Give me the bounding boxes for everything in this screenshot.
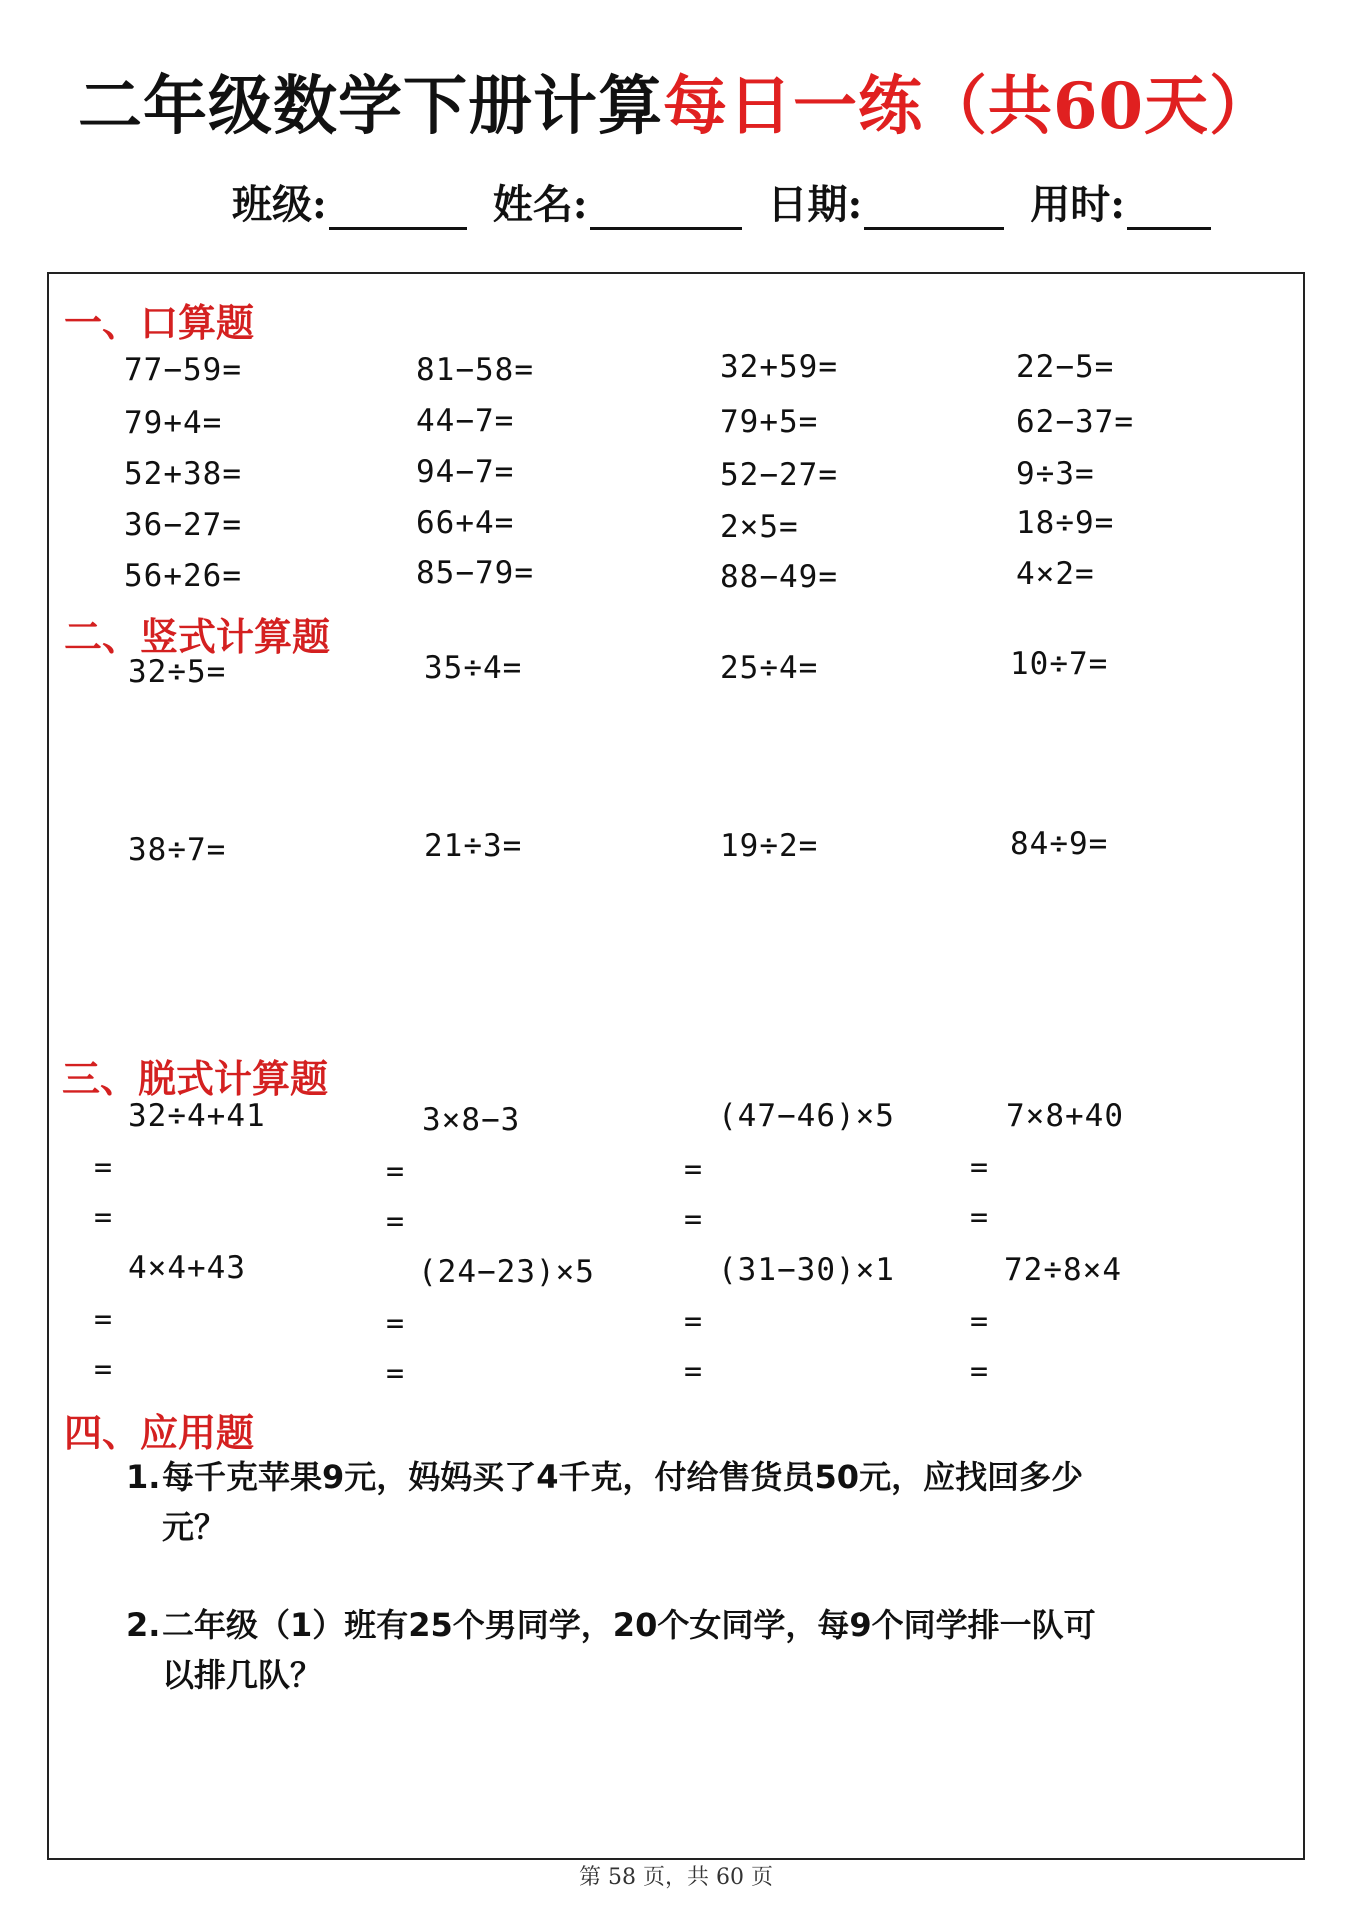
- title-red: 每日一练（共60天）: [662, 69, 1275, 144]
- answer-equals-sign: =: [684, 1202, 703, 1237]
- name-blank[interactable]: [590, 183, 742, 230]
- oral-item: 81−58=: [416, 352, 534, 388]
- answer-equals-sign: =: [970, 1304, 989, 1339]
- page-title: [0, 55, 1352, 147]
- oral-item: 77−59=: [124, 352, 242, 388]
- oral-item: 44−7=: [416, 403, 515, 439]
- answer-equals-sign: =: [94, 1150, 113, 1185]
- vertical-item: 19÷2=: [720, 828, 819, 864]
- page-footer: 第 58 页，共 60 页: [579, 1865, 773, 1890]
- date-field: [768, 173, 1019, 230]
- class-blank[interactable]: [329, 183, 467, 230]
- problem-number: 2.: [126, 1606, 161, 1644]
- problem-text-cont: 元？: [162, 1508, 227, 1546]
- answer-equals-sign: =: [970, 1200, 989, 1235]
- problem-number: 1.: [126, 1458, 161, 1496]
- time-blank[interactable]: [1127, 183, 1211, 230]
- oral-item: 79+4=: [124, 405, 223, 441]
- vertical-item: 25÷4=: [720, 650, 819, 686]
- section-title-oral: 一、口算题: [64, 300, 255, 345]
- answer-equals-sign: =: [94, 1302, 113, 1337]
- section-title-vertical: 二、竖式计算题: [64, 614, 331, 659]
- oral-item: 62−37=: [1016, 404, 1134, 440]
- oral-item: 9÷3=: [1016, 456, 1095, 492]
- date-blank[interactable]: [864, 183, 1004, 230]
- oral-item: 36−27=: [124, 507, 242, 543]
- answer-equals-sign: =: [94, 1200, 113, 1235]
- stepwise-item: 32÷4+41: [128, 1098, 266, 1134]
- vertical-item: 10÷7=: [1010, 646, 1109, 682]
- answer-equals-sign: =: [386, 1154, 405, 1189]
- word-problem: [126, 1600, 1236, 1700]
- answer-equals-sign: =: [386, 1356, 405, 1391]
- problem-text: 二年级（1）班有25个男同学，20个女同学，每9个同学排一队可: [162, 1606, 1096, 1644]
- stepwise-item: 72÷8×4: [1004, 1252, 1122, 1288]
- date-label: 日期:: [767, 181, 863, 228]
- class-label: 班级:: [232, 181, 327, 228]
- answer-equals-sign: =: [94, 1352, 113, 1387]
- oral-item: 32+59=: [720, 349, 838, 385]
- oral-item: 85−79=: [416, 555, 534, 591]
- oral-item: 56+26=: [124, 558, 242, 594]
- vertical-item: 84÷9=: [1010, 826, 1109, 862]
- oral-item: 2×5=: [720, 509, 799, 545]
- answer-equals-sign: =: [970, 1354, 989, 1389]
- vertical-item: 21÷3=: [424, 828, 523, 864]
- time-field: [1030, 173, 1225, 230]
- stepwise-item: 7×8+40: [1006, 1098, 1124, 1134]
- name-field: [493, 173, 756, 230]
- oral-item: 18÷9=: [1016, 505, 1115, 541]
- answer-equals-sign: =: [684, 1304, 703, 1339]
- time-label: 用时:: [1030, 181, 1126, 228]
- oral-item: 52+38=: [124, 456, 242, 492]
- stepwise-item: 4×4+43: [128, 1250, 246, 1286]
- class-field: [232, 173, 481, 230]
- oral-item: 22−5=: [1016, 349, 1115, 385]
- problem-text: 每千克苹果9元，妈妈买了4千克，付给售货员50元，应找回多少: [162, 1458, 1084, 1496]
- oral-item: 4×2=: [1016, 556, 1095, 592]
- stepwise-item: (31−30)×1: [718, 1252, 895, 1288]
- stepwise-item: (24−23)×5: [418, 1254, 595, 1290]
- oral-item: 79+5=: [720, 404, 819, 440]
- vertical-item: 35÷4=: [424, 650, 523, 686]
- section-title-stepwise: 三、脱式计算题: [62, 1056, 329, 1101]
- vertical-item: 32÷5=: [128, 654, 227, 690]
- vertical-item: 38÷7=: [128, 832, 227, 868]
- section-title-word: 四、应用题: [64, 1410, 255, 1455]
- stepwise-item: 3×8−3: [422, 1102, 521, 1138]
- answer-equals-sign: =: [684, 1354, 703, 1389]
- answer-equals-sign: =: [684, 1152, 703, 1187]
- stepwise-item: (47−46)×5: [718, 1098, 895, 1134]
- word-problem: [126, 1452, 1236, 1552]
- name-label: 姓名:: [492, 181, 588, 228]
- oral-item: 94−7=: [416, 454, 515, 490]
- oral-item: 88−49=: [720, 559, 838, 595]
- problem-text-cont: 以排几队？: [162, 1656, 323, 1694]
- answer-equals-sign: =: [386, 1204, 405, 1239]
- oral-item: 66+4=: [416, 505, 515, 541]
- student-info-row: [232, 170, 1225, 230]
- answer-equals-sign: =: [970, 1150, 989, 1185]
- answer-equals-sign: =: [386, 1306, 405, 1341]
- title-black: 二年级数学下册计算: [77, 69, 663, 144]
- oral-item: 52−27=: [720, 457, 838, 493]
